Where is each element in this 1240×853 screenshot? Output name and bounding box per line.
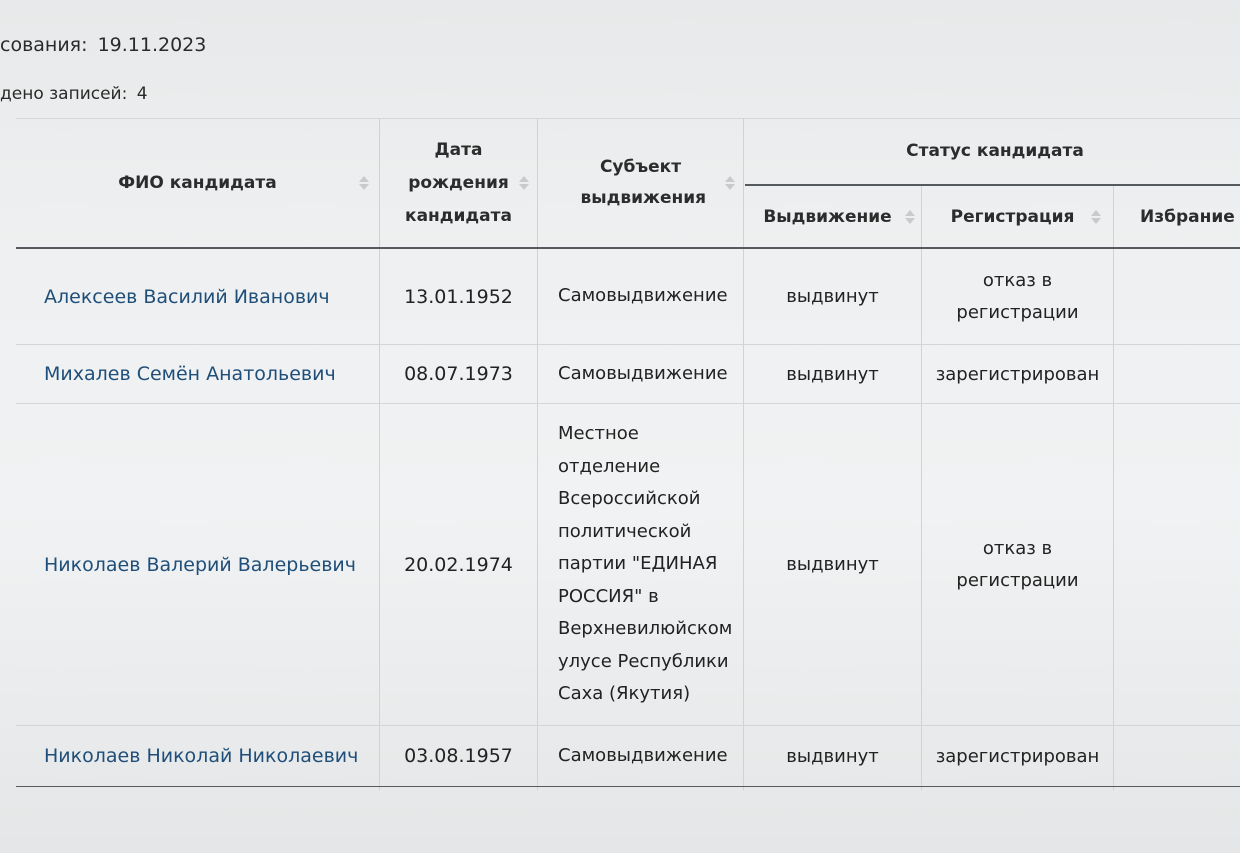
header-election-label: Избрание	[1140, 207, 1235, 227]
candidate-registration: отказ в регистрации	[956, 537, 1079, 591]
candidate-registration: зарегистрирован	[935, 363, 1100, 385]
header-status-group-label: Статус кандидата	[906, 141, 1084, 161]
candidate-dob: 13.01.1952	[404, 285, 513, 308]
sort-arrows-icon	[519, 176, 529, 190]
header-election[interactable]	[1140, 186, 1240, 248]
candidate-name[interactable]: Николаев Николай Николаевич	[44, 745, 359, 767]
candidate-name[interactable]: Михалев Семён Анатольевич	[44, 363, 336, 385]
candidate-name[interactable]: Николаев Валерий Валерьевич	[44, 553, 356, 576]
table-bottom-border	[16, 786, 1240, 787]
header-status-group	[744, 118, 1240, 184]
candidate-name[interactable]: Алексеев Василий Иванович	[44, 285, 330, 308]
candidates-table	[16, 118, 1240, 792]
header-nomination[interactable]	[744, 186, 921, 248]
candidate-nomination: выдвинут	[786, 554, 879, 575]
candidate-election	[1114, 345, 1240, 403]
candidate-subject: Самовыдвижение	[558, 744, 728, 766]
candidate-dob: 20.02.1974	[404, 553, 513, 576]
candidate-dob: 08.07.1973	[404, 363, 513, 385]
candidate-subject: Самовыдвижение	[558, 285, 728, 307]
header-subject-label: Субъект выдвижения	[580, 157, 707, 208]
candidate-subject: Самовыдвижение	[558, 362, 728, 384]
header-nomination-label: Выдвижение	[763, 207, 892, 227]
header-name[interactable]	[16, 118, 379, 248]
generation-date	[0, 34, 206, 56]
candidate-registration: отказ в регистрации	[956, 269, 1079, 323]
candidate-election	[1114, 404, 1240, 725]
generation-date-value: 19.11.2023	[97, 34, 207, 56]
sort-arrows-icon	[359, 176, 369, 190]
header-subject[interactable]	[538, 118, 743, 248]
records-count-value: 4	[136, 84, 148, 104]
header-dob[interactable]	[380, 118, 537, 248]
records-count	[0, 84, 148, 104]
candidate-election	[1114, 249, 1240, 344]
candidate-subject: Местное отделение Всероссийской политической партии "ЕДИНАЯ РОССИЯ" в Верхневилюйском улусе Республики Саха (Якутия)	[558, 423, 733, 705]
header-dob-label: Дата рождения кандидата	[405, 139, 512, 226]
records-count-label: дено записей:	[0, 84, 128, 104]
sort-arrows-icon	[725, 176, 735, 190]
header-registration-label: Регистрация	[950, 207, 1075, 227]
sort-arrows-icon	[1091, 210, 1101, 224]
candidate-nomination: выдвинут	[786, 363, 879, 385]
candidate-registration: зарегистрирован	[935, 745, 1100, 767]
candidate-nomination: выдвинут	[786, 286, 879, 307]
candidate-nomination: выдвинут	[786, 745, 879, 767]
sort-arrows-icon	[905, 210, 915, 224]
candidate-dob: 03.08.1957	[404, 745, 513, 767]
header-registration[interactable]	[922, 186, 1113, 248]
candidate-election	[1114, 726, 1240, 786]
generation-date-label: сования:	[0, 34, 88, 56]
header-name-label: ФИО кандидата	[118, 173, 277, 193]
